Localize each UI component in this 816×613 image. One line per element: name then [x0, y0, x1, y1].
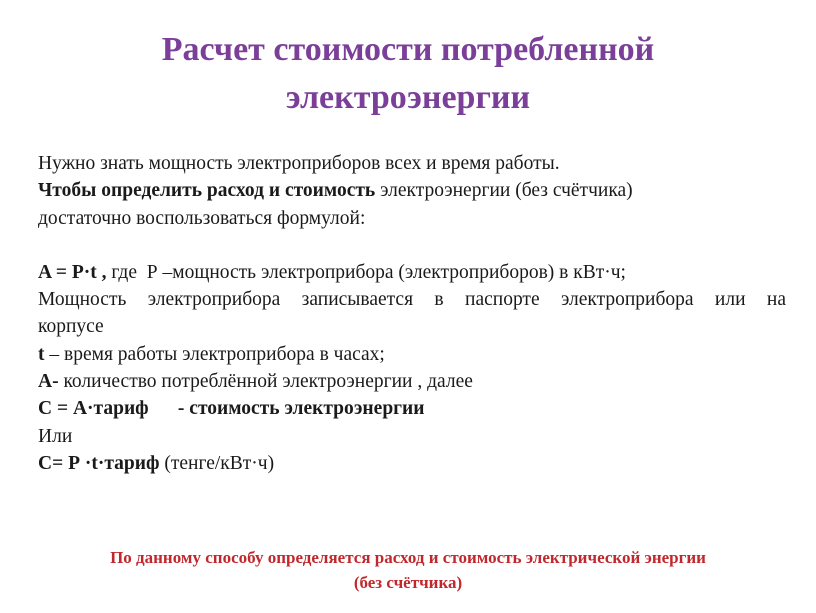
footer-line-2: (без счётчика) — [353, 573, 463, 592]
formula-cost: С = А·тариф - стоимость электроэнергии — [38, 398, 425, 420]
formula-energy: A = P·t , — [38, 261, 107, 283]
title-line-1: Расчет стоимости потребленной — [161, 31, 655, 68]
text-or: Или — [38, 425, 73, 447]
energy-definition: количество потреблённой электроэнергии , далее — [58, 371, 473, 393]
text-line-2 — [38, 177, 798, 204]
time-symbol: t — [38, 343, 45, 365]
text-fragment: электроэнергии (без счётчика) — [375, 180, 633, 202]
formula-energy-line — [38, 259, 798, 286]
text-line-5: Мощность электроприбора записывается в паспорте электроприбора или на — [38, 289, 786, 311]
footer-line-1: По данному способу определяется расход и стоимость электрической энергии — [110, 548, 706, 567]
time-definition-line — [38, 341, 798, 368]
formula-units: (тенге/кВт·ч) — [159, 452, 275, 474]
main-text — [38, 150, 798, 477]
title-line-2: электроэнергии — [285, 79, 531, 116]
formula-cost-full-line — [38, 450, 798, 477]
energy-symbol: А- — [38, 371, 59, 393]
page-title — [0, 26, 816, 122]
footer-note — [0, 545, 816, 595]
text-line-1: Нужно знать мощность электроприборов всех и время работы. — [38, 153, 560, 174]
time-definition: – время работы электроприбора в часах; — [44, 343, 385, 365]
energy-definition-line — [38, 368, 798, 395]
formula-cost-line — [38, 395, 798, 422]
bold-phrase: Чтобы определить расход и стоимость — [38, 180, 376, 202]
text-line-3: достаточно воспользоваться формулой: — [38, 207, 366, 229]
formula-energy-desc: где Р –мощность электроприбора (электроприборов) в кВт·ч; — [106, 261, 626, 283]
paragraph-gap — [38, 232, 798, 259]
text-line-6: корпусе — [38, 316, 104, 338]
formula-cost-full: С= Р ·t·тариф — [38, 452, 160, 474]
